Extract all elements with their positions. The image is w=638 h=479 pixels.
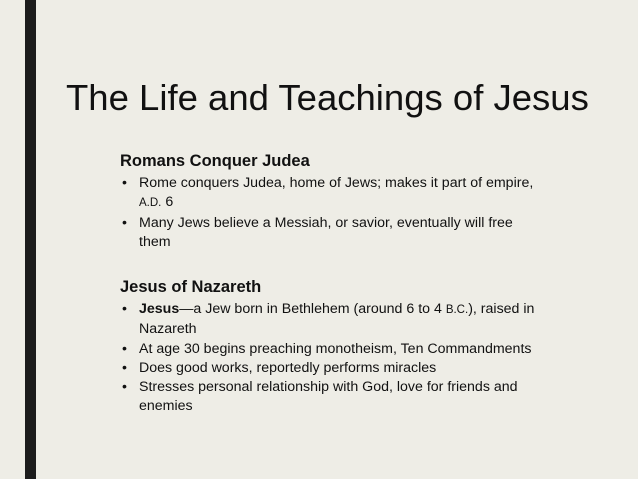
bullet-text: Does good works, reportedly performs miracles	[139, 359, 437, 376]
bullet-icon: •	[122, 175, 127, 191]
bullet-text: Stresses personal relationship with God, love for friends and enemies	[139, 379, 518, 415]
slide-title: The Life and Teachings of Jesus	[66, 77, 589, 118]
list-item	[120, 359, 540, 378]
bullet-bold-term: Jesus	[139, 301, 180, 317]
list-item	[120, 378, 540, 417]
section-romans-conquer-judea	[120, 150, 540, 252]
bullet-icon: •	[122, 214, 127, 231]
section-jesus-of-nazareth	[120, 276, 540, 417]
list-item	[120, 214, 540, 253]
bullet-text-suffix: 6	[161, 194, 174, 211]
bullet-text-suffix: ), raised in Nazareth	[139, 301, 535, 338]
accent-bar	[25, 0, 36, 479]
bullet-icon: •	[122, 301, 127, 317]
list-item	[120, 340, 540, 359]
bullet-text: —a Jew born in Bethlehem (around 6 to 4	[179, 301, 446, 317]
bullet-list	[120, 174, 540, 252]
bullet-text: Rome conquers Judea, home of Jews; makes it part of empire,	[139, 175, 534, 191]
bullet-icon: •	[122, 359, 127, 376]
bullet-text: At age 30 begins preaching monotheism, Ten Commandments	[139, 340, 532, 357]
list-item	[120, 174, 540, 214]
list-item	[120, 300, 540, 340]
section-heading: Jesus of Nazareth	[120, 278, 262, 296]
era-abbreviation: B.C.	[445, 304, 469, 316]
bullet-icon: •	[122, 340, 127, 357]
section-heading: Romans Conquer Judea	[120, 152, 310, 170]
bullet-text: Many Jews believe a Messiah, or savior, eventually will free them	[139, 214, 513, 250]
bullet-list	[120, 300, 540, 417]
bullet-icon: •	[122, 379, 127, 396]
era-abbreviation: A.D.	[139, 197, 162, 210]
